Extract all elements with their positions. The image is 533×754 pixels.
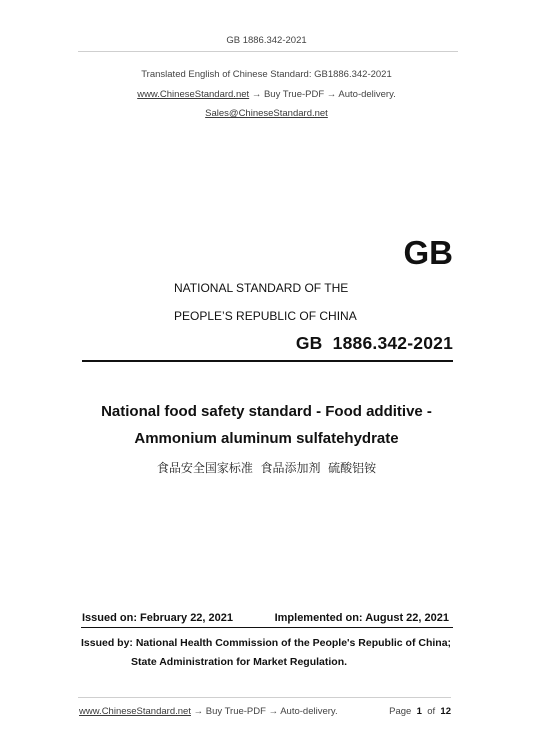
- arrow-right-icon: →: [326, 89, 337, 100]
- page-of: of: [427, 706, 436, 717]
- national-standard-line1: NATIONAL STANDARD OF THE: [174, 281, 349, 295]
- translation-notice: Translated English of Chinese Standard: GB1886.342-2021: [141, 69, 392, 80]
- chinesestandard-link[interactable]: www.ChineseStandard.net: [137, 89, 250, 100]
- auto-delivery-text: Auto-delivery.: [338, 89, 396, 100]
- code-underline: [82, 360, 453, 362]
- national-standard-line2: PEOPLE’S REPUBLIC OF CHINA: [174, 309, 357, 323]
- email-line: [0, 108, 533, 119]
- dates-underline: [81, 627, 453, 628]
- issued-on-date: Issued on: February 22, 2021: [82, 612, 234, 624]
- footer-chinesestandard-link[interactable]: www.ChineseStandard.net: [79, 706, 191, 717]
- gb-mark: GB: [403, 234, 453, 271]
- header-divider: [78, 51, 458, 52]
- buy-true-pdf-text: Buy True-PDF: [263, 89, 325, 100]
- page-label: Page: [389, 706, 412, 717]
- translation-links-line: [0, 89, 533, 100]
- page-total: 12: [440, 706, 451, 717]
- arrow-right-icon: →: [268, 706, 279, 717]
- implemented-on-date: Implemented on: August 22, 2021: [274, 612, 449, 624]
- title-line2: Ammonium aluminum sulfatehydrate: [134, 430, 399, 447]
- page-current: 1: [416, 706, 422, 717]
- footer-divider: [78, 697, 451, 698]
- arrow-right-icon: →: [251, 89, 262, 100]
- title-line1: National food safety standard - Food additive -: [101, 403, 432, 420]
- page-number: [389, 706, 451, 717]
- issuer-line1: Issued by: National Health Commission of the People's Republic of China;: [81, 637, 452, 649]
- auto-delivery-text: Auto-delivery.: [280, 706, 338, 717]
- title-chinese: 食品安全国家标准 食品添加剂 硫酸铝铵: [156, 461, 377, 475]
- buy-true-pdf-text: Buy True-PDF: [205, 706, 266, 717]
- issuer-line2: State Administration for Market Regulation.: [131, 656, 348, 668]
- running-header: GB 1886.342-2021: [226, 35, 307, 46]
- footer-links: [79, 706, 338, 717]
- sales-email-link[interactable]: Sales@ChineseStandard.net: [205, 108, 328, 119]
- arrow-right-icon: →: [193, 706, 204, 717]
- standard-code: GB 1886.342-2021: [295, 333, 453, 353]
